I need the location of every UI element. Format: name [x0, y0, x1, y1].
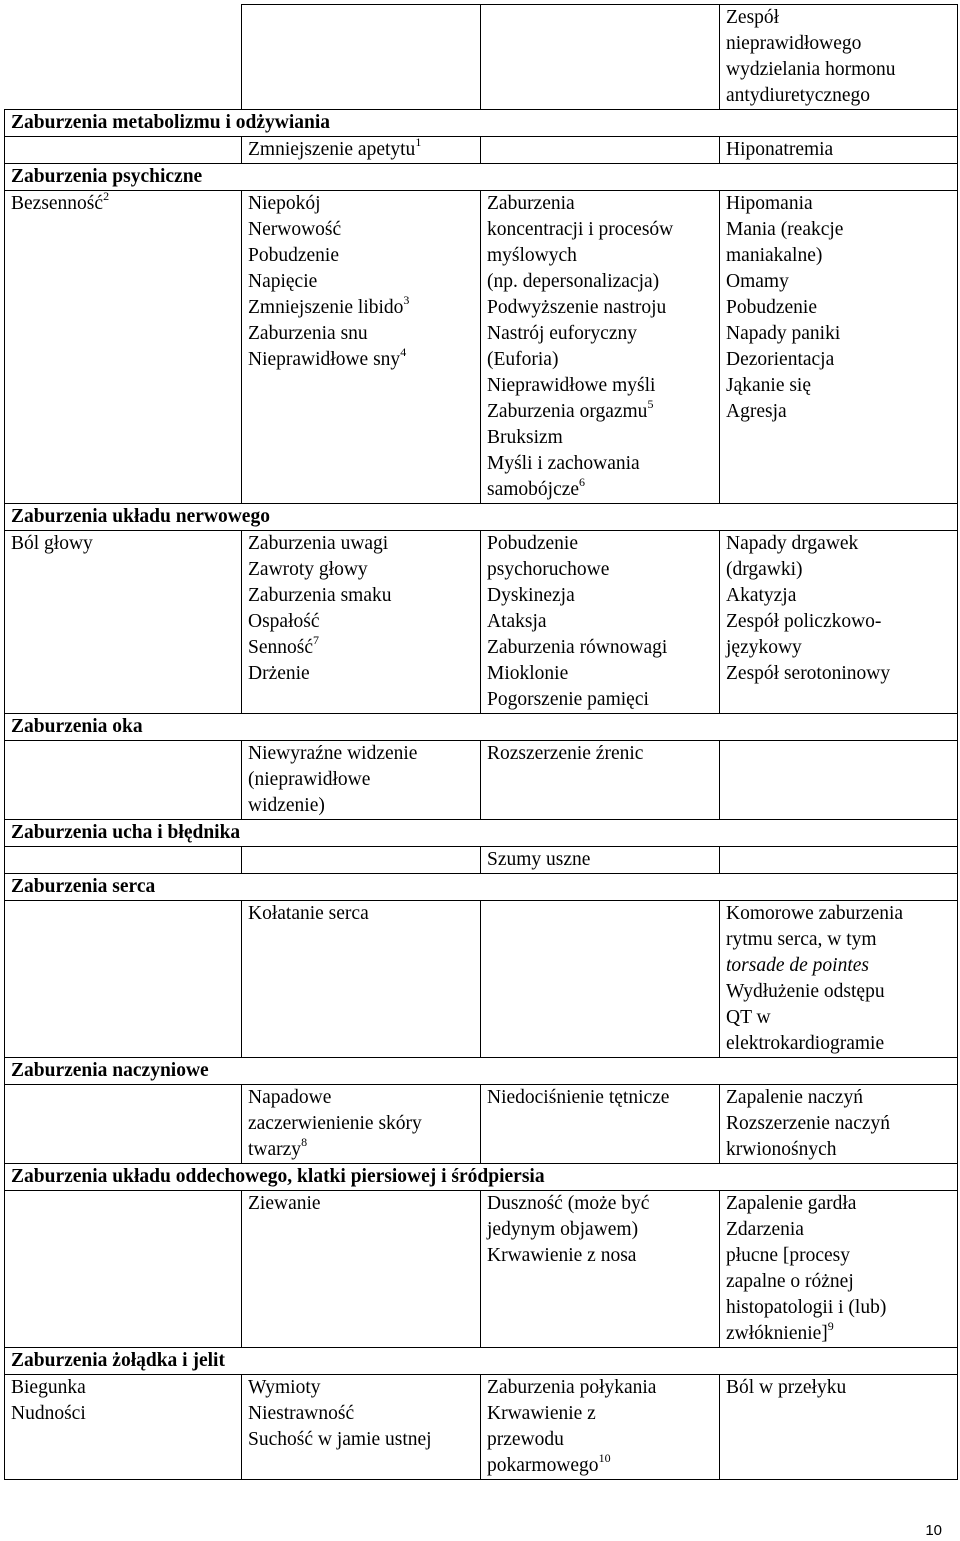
adverse-reactions-table: [4, 4, 958, 1480]
section-row-psych: [5, 164, 958, 191]
section-title: Zaburzenia oka: [5, 714, 958, 741]
table-row: Biegunka Nudności Wymioty Niestrawność Suchość w jamie ustnej Zaburzenia połykania Krwawienie z przewodu pokarmowego$^{10}$ Ból w przełyku: [5, 1375, 958, 1480]
section-row-vascular: [5, 1058, 958, 1085]
section-title: Zaburzenia serca: [5, 874, 958, 901]
table-row: Zmniejszenie apetytu$^1$ Hiponatremia: [5, 137, 958, 164]
section-row-gi: [5, 1348, 958, 1375]
table-row: Ziewanie Duszność (może być jedynym objawem) Krwawienie z nosa Zapalenie gardła Zdarzenia płucne [procesy zapalne o różnej histopatologii i (lub) zwłóknienie]$^9$: [5, 1191, 958, 1348]
section-row-metabolic: [5, 110, 958, 137]
section-title: Zaburzenia metabolizmu i odżywiania: [5, 110, 958, 137]
table-row: Niewyraźne widzenie (nieprawidłowe widzenie) Rozszerzenie źrenic: [5, 741, 958, 820]
section-title: Zaburzenia żołądka i jelit: [5, 1348, 958, 1375]
section-title: Zaburzenia układu nerwowego: [5, 504, 958, 531]
section-title: Zaburzenia naczyniowe: [5, 1058, 958, 1085]
section-row-nerv: [5, 504, 958, 531]
section-title: Zaburzenia ucha i błędnika: [5, 820, 958, 847]
section-title: Zaburzenia układu oddechowego, klatki piersiowej i śródpiersia: [5, 1164, 958, 1191]
section-row-resp: [5, 1164, 958, 1191]
section-title: Zaburzenia psychiczne: [5, 164, 958, 191]
page-number: 10: [925, 1522, 942, 1539]
table-row: Ból głowy Zaburzenia uwagi Zawroty głowy Zaburzenia smaku Ospałość Senność$^7$ Drżenie Pobudzenie psychoruchowe Dyskinezja Ataksja Zaburzenia równowagi Mioklonie Pogorszenie pamięci Napady drgawek (drgawki) Akatyzja Zespół policzkowo- językowy Zespół serotoninowy: [5, 531, 958, 714]
section-row-ear: [5, 820, 958, 847]
table-row: Szumy uszne: [5, 847, 958, 874]
section-row-heart: [5, 874, 958, 901]
section-row-eye: [5, 714, 958, 741]
table-row: Bezsenność$^2$ Niepokój Nerwowość Pobudzenie Napięcie Zmniejszenie libido$^3$ Zaburzenia snu Nieprawidłowe sny$^4$ Zaburzenia koncentracji i procesów myślowych (np. depersonalizacja) Podwyższenie nastroju Nastrój euforyczny (Euforia) Nieprawidłowe myśli Zaburzenia orgazmu$^5$ Bruksizm Myśli i zachowania samobójcze$^6$ Hipomania Mania (reakcje maniakalne) Omamy Pobudzenie Napady paniki Dezorientacja Jąkanie się Agresja: [5, 191, 958, 504]
table-row: Kołatanie serca Komorowe zaburzenia rytmu serca, w tym torsade de pointes Wydłużenie odstępu QT w elektrokardiogramie: [5, 901, 958, 1058]
table-row: Napadowe zaczerwienienie skóry twarzy$^8$ Niedociśnienie tętnicze Zapalenie naczyń Rozszerzenie naczyń krwionośnych: [5, 1085, 958, 1164]
syndrome-cell: Zespół nieprawidłowego wydzielania hormonu antydiuretycznego: [720, 5, 958, 110]
table-header-row: [5, 5, 958, 110]
